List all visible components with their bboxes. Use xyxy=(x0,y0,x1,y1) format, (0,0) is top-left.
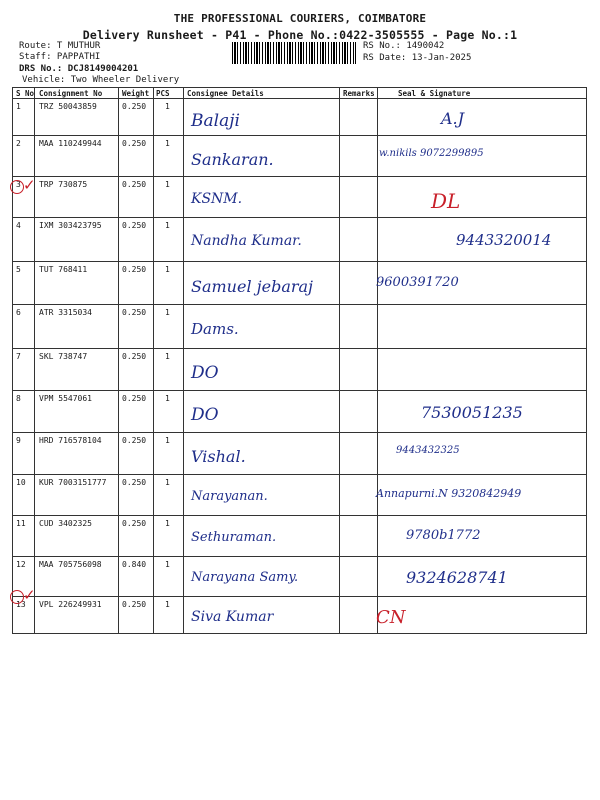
row-consignment-no: MAA 110249944 xyxy=(39,139,102,148)
row-weight: 0.250 xyxy=(122,265,147,274)
row-sno: 13 xyxy=(16,600,26,609)
row-consignment-no: TUT 768411 xyxy=(39,265,88,274)
row-consignee-handwriting: DO xyxy=(191,405,219,425)
company-title: THE PROFESSIONAL COURIERS, COIMBATORE xyxy=(173,12,427,25)
row-weight: 0.250 xyxy=(122,600,147,609)
row-sno: 9 xyxy=(16,436,21,445)
row-weight: 0.250 xyxy=(122,180,147,189)
check-circle-icon xyxy=(10,590,24,604)
row-weight: 0.250 xyxy=(122,436,147,445)
row-sno: 8 xyxy=(16,394,21,403)
row-pcs: 1 xyxy=(165,180,170,189)
row-seal-signature: 9443432325 xyxy=(396,445,460,456)
row-seal-signature: CN xyxy=(376,607,406,628)
row-consignee-handwriting: Balaji xyxy=(191,111,240,131)
drs-number: DRS No.: DCJ8149004201 xyxy=(19,64,139,74)
row-consignee-handwriting: Dams. xyxy=(191,320,239,338)
runsheet-subtitle: Delivery Runsheet - P41 - Phone No.:0422-3505555 - Page No.:1 xyxy=(82,28,518,42)
row-consignment-no: MAA 705756098 xyxy=(39,560,102,569)
col-header-consignment: Consignment No xyxy=(39,89,103,98)
row-seal-signature: w.nikils 9072299895 xyxy=(379,148,484,159)
rs-number: RS No.: 1490042 xyxy=(363,41,445,51)
row-consignee-handwriting: Vishal. xyxy=(191,447,246,466)
row-consignee-handwriting: Sankaran. xyxy=(191,150,274,169)
row-weight: 0.250 xyxy=(122,139,147,148)
row-weight: 0.250 xyxy=(122,308,147,317)
row-weight: 0.840 xyxy=(122,560,147,569)
check-circle-icon xyxy=(10,180,24,194)
row-weight: 0.250 xyxy=(122,478,147,487)
checkmark-icon: ✓ xyxy=(23,586,36,604)
row-consignee-handwriting: Samuel jebaraj xyxy=(191,277,314,296)
row-consignment-no: ATR 3315034 xyxy=(39,308,92,317)
row-pcs: 1 xyxy=(165,265,170,274)
row-consignment-no: VPM 5547061 xyxy=(39,394,92,403)
row-consignment-no: VPL 226249931 xyxy=(39,600,102,609)
row-sno: 7 xyxy=(16,352,21,361)
row-sno: 3 xyxy=(16,180,21,189)
row-consignment-no: IXM 303423795 xyxy=(39,221,102,230)
row-weight: 0.250 xyxy=(122,519,147,528)
row-consignee-handwriting: DO xyxy=(191,363,219,383)
barcode xyxy=(232,42,356,64)
row-weight: 0.250 xyxy=(122,394,147,403)
col-header-pcs: PCS xyxy=(156,89,170,98)
row-pcs: 1 xyxy=(165,352,170,361)
row-sno: 4 xyxy=(16,221,21,230)
row-weight: 0.250 xyxy=(122,352,147,361)
row-seal-signature: 7530051235 xyxy=(421,403,523,422)
row-sno: 5 xyxy=(16,265,21,274)
row-sno: 11 xyxy=(16,519,26,528)
row-sno: 2 xyxy=(16,139,21,148)
row-consignee-handwriting: Nandha Kumar. xyxy=(191,233,302,249)
row-consignee-handwriting: Narayanan. xyxy=(191,489,268,504)
row-consignment-no: HRD 716578104 xyxy=(39,436,102,445)
row-seal-signature: DL xyxy=(431,189,461,213)
row-sno: 10 xyxy=(16,478,26,487)
row-sno: 12 xyxy=(16,560,26,569)
row-consignment-no: TRP 730875 xyxy=(39,180,88,189)
row-weight: 0.250 xyxy=(122,221,147,230)
row-consignment-no: KUR 7003151777 xyxy=(39,478,107,487)
row-pcs: 1 xyxy=(165,308,170,317)
col-header-sno: S No xyxy=(16,89,35,98)
row-seal-signature: 9324628741 xyxy=(406,568,508,587)
row-seal-signature: 9600391720 xyxy=(376,275,459,290)
row-consignment-no: TRZ 50043859 xyxy=(39,102,97,111)
rs-date: RS Date: 13-Jan-2025 xyxy=(363,53,472,63)
row-pcs: 1 xyxy=(165,436,170,445)
row-pcs: 1 xyxy=(165,600,170,609)
col-header-weight: Weight xyxy=(122,89,150,98)
row-seal-signature: 9780b1772 xyxy=(406,528,481,543)
row-pcs: 1 xyxy=(165,519,170,528)
route-label: Route: T MUTHUR xyxy=(19,41,101,51)
col-header-remarks: Remarks xyxy=(343,89,375,98)
staff-label: Staff: PAPPATHI xyxy=(19,52,101,62)
row-weight: 0.250 xyxy=(122,102,147,111)
row-pcs: 1 xyxy=(165,560,170,569)
row-consignment-no: SKL 738747 xyxy=(39,352,88,361)
row-pcs: 1 xyxy=(165,102,170,111)
row-consignee-handwriting: Siva Kumar xyxy=(191,609,274,625)
row-pcs: 1 xyxy=(165,478,170,487)
row-pcs: 1 xyxy=(165,394,170,403)
runsheet-table xyxy=(12,87,587,634)
vehicle-label: Vehicle: Two Wheeler Delivery xyxy=(22,75,180,85)
row-seal-signature: Annapurni.N 9320842949 xyxy=(376,487,522,500)
row-consignee-handwriting: Narayana Samy. xyxy=(191,570,299,585)
row-seal-signature: A.J xyxy=(441,109,465,128)
checkmark-icon: ✓ xyxy=(23,176,36,194)
row-pcs: 1 xyxy=(165,139,170,148)
row-consignee-handwriting: Sethuraman. xyxy=(191,530,277,545)
row-sno: 6 xyxy=(16,308,21,317)
row-consignment-no: CUD 3402325 xyxy=(39,519,92,528)
row-seal-signature: 9443320014 xyxy=(456,231,552,249)
col-header-consignee: Consignee Details xyxy=(187,89,264,98)
row-pcs: 1 xyxy=(165,221,170,230)
row-consignee-handwriting: KSNM. xyxy=(191,191,243,207)
col-header-seal: Seal & Signature xyxy=(398,89,471,98)
row-sno: 1 xyxy=(16,102,21,111)
